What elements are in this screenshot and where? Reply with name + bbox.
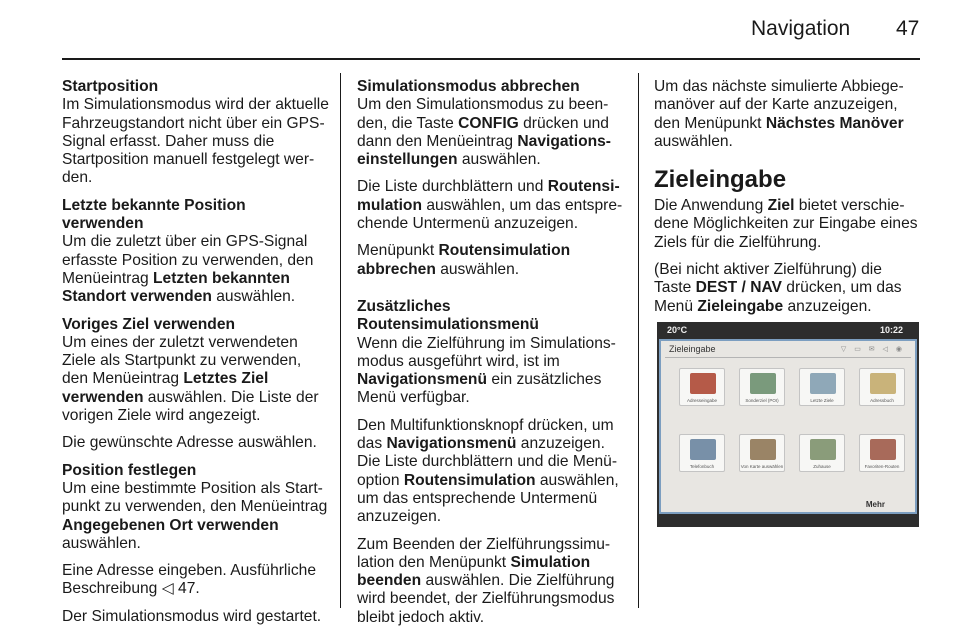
tile-icon bbox=[750, 439, 776, 460]
tile-label: Letzte Ziele bbox=[810, 398, 834, 403]
menu-item-ref: Routensimulation abbrechen bbox=[357, 242, 571, 278]
infotainment-screen-image bbox=[657, 322, 919, 527]
menu-item-ref: Letzten bekannten Standort verwenden bbox=[62, 269, 290, 306]
paragraph: Eine Adresse eingeben. Ausführliche Beschreibung ◁ 47. bbox=[62, 562, 317, 598]
clock-readout: 10:22 bbox=[879, 325, 903, 335]
menu-item-ref: Letztes Ziel verwenden bbox=[62, 370, 269, 406]
tile-icon bbox=[810, 439, 836, 460]
menu-item-ref: Simulation beenden bbox=[357, 553, 591, 590]
paragraph: Um eines der zuletzt verwendeten Ziele als Startpunkt zu verwenden, den Menüeintrag Letztes Ziel verwenden auswählen. Die Liste der vorigen Ziele wird angezeigt. bbox=[62, 333, 319, 425]
destination-tile bbox=[859, 368, 905, 406]
more-label: Mehr bbox=[865, 500, 885, 509]
tile-label: Adressbuch bbox=[870, 398, 894, 403]
section-heading: Zusätzliches bbox=[357, 297, 451, 315]
destination-tile bbox=[679, 434, 725, 472]
screen-menu-title: Zieleingabe bbox=[669, 344, 716, 354]
tile-icon bbox=[870, 373, 896, 394]
destination-tile bbox=[859, 434, 905, 472]
key-ref: CONFIG bbox=[458, 114, 519, 132]
screen-menu-panel bbox=[659, 339, 917, 514]
column-divider-1 bbox=[340, 73, 341, 608]
tile-label: Von Karte auswählen bbox=[740, 464, 784, 469]
destination-tile bbox=[679, 368, 725, 406]
menu-item-ref: Routensimulation bbox=[357, 178, 620, 214]
destination-tile bbox=[739, 434, 785, 472]
screen-status-bar bbox=[657, 322, 919, 339]
page-number: 47 bbox=[896, 17, 920, 40]
section-heading: Voriges Ziel verwenden bbox=[62, 315, 236, 333]
menu-item-ref: Angegebenen Ort verwenden bbox=[62, 516, 279, 534]
header-rule bbox=[62, 58, 920, 60]
section-heading: Startposition bbox=[62, 78, 159, 95]
menu-item-ref: Navigationseinstellungen bbox=[357, 132, 611, 169]
section-heading: Routensimulationsmenü bbox=[357, 316, 539, 334]
paragraph: Um den Simulationsmodus zu beenden, die Taste CONFIG drücken und dann den Menüeintrag Navigationseinstellungen auswählen. bbox=[357, 96, 611, 169]
chapter-heading: Zieleingabe bbox=[654, 166, 787, 194]
column-2 bbox=[357, 78, 625, 627]
menu-item-ref: Zieleingabe bbox=[697, 297, 784, 315]
tile-label: Favoriten-Routen bbox=[864, 464, 900, 469]
paragraph: (Bei nicht aktiver Zielführung) die Taste DEST / NAV drücken, um das Menü Zieleingabe anzuzeigen. bbox=[654, 261, 902, 315]
menu-item-ref: Navigationsmenü bbox=[357, 371, 487, 389]
column-divider-2 bbox=[638, 73, 639, 608]
paragraph: Um die zuletzt über ein GPS-Signal erfasste Position zu verwenden, den Menüeintrag Letzten bekannten Standort verwenden auswählen. bbox=[62, 233, 314, 306]
screen-bezel-bottom bbox=[657, 514, 919, 527]
temperature-readout: 20°C bbox=[667, 325, 688, 335]
key-ref: DEST / NAV bbox=[695, 279, 782, 297]
paragraph: Der Simulationsmodus wird gestartet. bbox=[62, 607, 322, 625]
paragraph: Im Simulationsmodus wird der aktuelle Fahrzeugstandort nicht über ein GPS-Signal erfasst. Daher muss die Startposition manuell festgelegt werden. bbox=[62, 96, 329, 187]
tile-icon bbox=[690, 439, 716, 460]
tile-label: Adresseingabe bbox=[686, 398, 718, 403]
status-icons: ▽ ▭ ✉ ◁ ◉ bbox=[840, 346, 905, 353]
paragraph: Die Liste durchblättern und Routensimulation auswählen, um das entsprechende Untermenü anzuzeigen. bbox=[357, 178, 623, 233]
screen-divider bbox=[665, 357, 911, 358]
paragraph: Um eine bestimmte Position als Startpunkt zu verwenden, den Menüeintrag Angegebenen Ort verwenden auswählen. bbox=[62, 479, 328, 552]
section-heading: Position festlegen bbox=[62, 461, 197, 479]
running-title: Navigation bbox=[751, 17, 851, 40]
tile-label: Zuhause bbox=[813, 464, 831, 469]
tile-icon bbox=[810, 373, 836, 394]
paragraph: Den Multifunktionsknopf drücken, um das Navigationsmenü anzuzeigen. Die Liste durchblättern und die Menüoption Routensimulation auswählen, um das entsprechende Untermenü anzuzeigen. bbox=[357, 416, 619, 526]
column-3 bbox=[654, 78, 920, 316]
tile-icon bbox=[690, 373, 716, 394]
column-1 bbox=[62, 78, 330, 626]
paragraph: Die Anwendung Ziel bietet verschiedene Möglichkeiten zur Eingabe eines Ziels für die Zielführung. bbox=[654, 197, 918, 251]
paragraph: Die gewünschte Adresse auswählen. bbox=[62, 434, 317, 452]
tile-icon bbox=[750, 373, 776, 394]
destination-tile bbox=[739, 368, 785, 406]
paragraph: Menüpunkt Routensimulation abbrechen auswählen. bbox=[357, 242, 571, 278]
destination-tile bbox=[799, 368, 845, 406]
paragraph: Zum Beenden der Zielführungssimulation den Menüpunkt Simulation beenden auswählen. Die Zielführung wird beendet, der Zielführungsmodus bleibt jedoch aktiv. bbox=[357, 535, 615, 626]
menu-item-ref: Routensimulation bbox=[403, 471, 536, 489]
tile-label: Telefonbuch bbox=[689, 464, 715, 469]
destination-tile bbox=[799, 434, 845, 472]
paragraph: Wenn die Zielführung im Simulationsmodus ausgeführt wird, ist im Navigationsmenü ein zusätzliches Menü verfügbar. bbox=[357, 334, 616, 407]
tile-label: Sonderziel (POI) bbox=[745, 398, 779, 403]
tile-icon bbox=[870, 439, 896, 460]
paragraph: Um das nächste simulierte Abbiegemanöver auf der Karte anzuzeigen, den Menüpunkt Nächstes Manöver auswählen. bbox=[654, 78, 904, 150]
section-heading: Letzte bekannte Position verwenden bbox=[62, 196, 246, 233]
menu-item-ref: Nächstes Manöver bbox=[765, 114, 904, 132]
menu-item-ref: Navigationsmenü bbox=[386, 435, 517, 453]
app-name-ref: Ziel bbox=[767, 197, 795, 215]
section-heading: Simulationsmodus abbrechen bbox=[357, 78, 580, 95]
cross-reference-arrow-icon: ◁ bbox=[161, 580, 174, 598]
